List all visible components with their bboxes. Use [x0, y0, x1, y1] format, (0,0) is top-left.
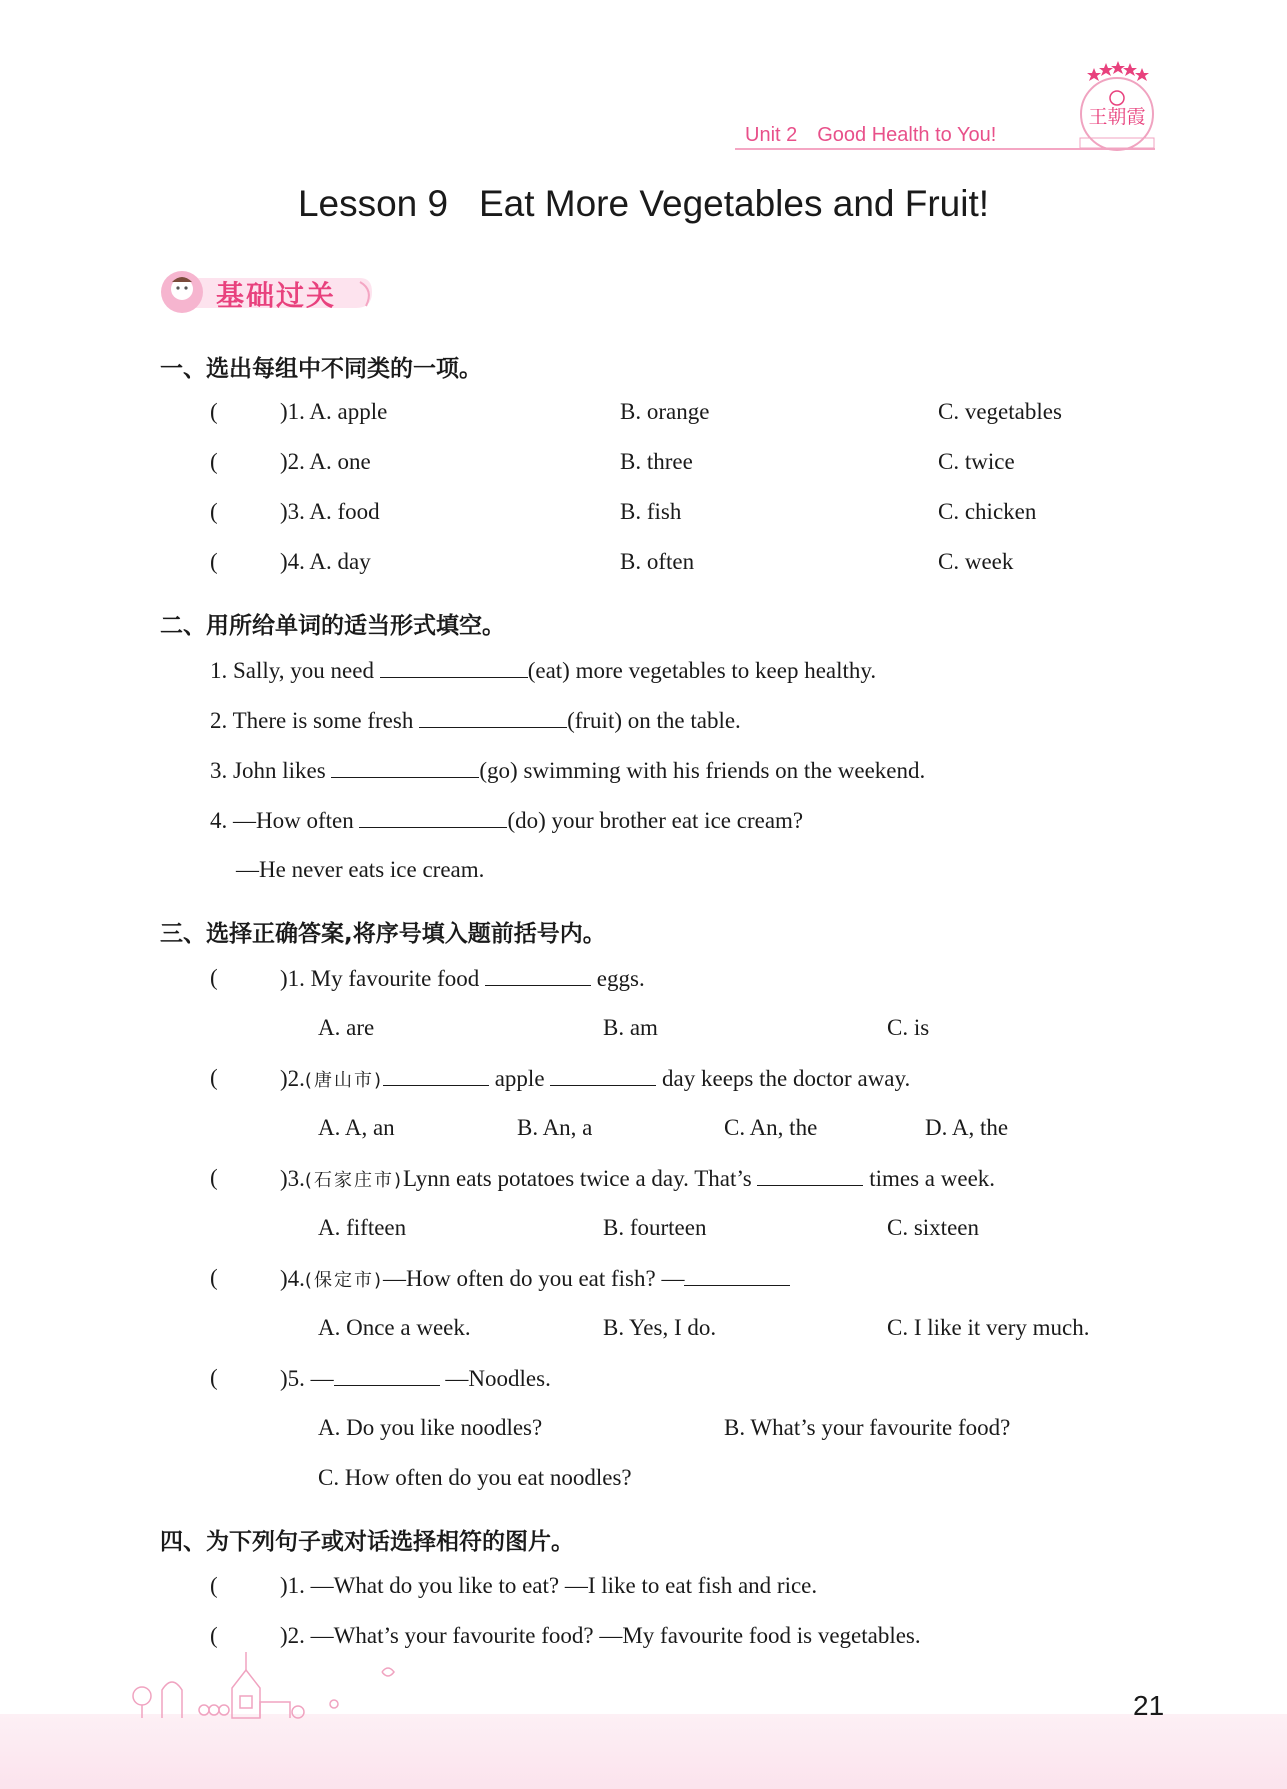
castle-doodle-icon	[120, 1648, 480, 1722]
section4-title: 四、为下列句子或对话选择相符的图片。	[160, 1529, 574, 1555]
s3-q4-num: )4.	[280, 1266, 305, 1291]
s3-q2	[280, 1065, 910, 1092]
s2-q2	[210, 707, 741, 734]
answer-paren: (	[210, 1623, 218, 1648]
answer-paren: (	[210, 1165, 218, 1190]
s3-q1-option-c: C. is	[887, 1015, 930, 1040]
s3-q4	[280, 1265, 790, 1292]
answer-paren: (	[210, 1365, 218, 1390]
s2-q1	[210, 657, 876, 684]
s3-q5-pre: )5. —	[280, 1366, 334, 1391]
s2-q2-pre: 2. There is some fresh	[210, 708, 420, 733]
s3-q5-option-b: B. What’s your favourite food?	[724, 1415, 1011, 1440]
section3-title: 三、选择正确答案,将序号填入题前括号内。	[160, 921, 606, 947]
s2-q1-post: (eat) more vegetables to keep healthy.	[527, 658, 877, 683]
s3-q2-mid: apple	[488, 1066, 551, 1091]
answer-paren: (	[210, 1573, 218, 1598]
footer-band	[0, 1714, 1287, 1789]
publisher-logo	[1072, 58, 1162, 154]
answer-paren: (	[210, 965, 218, 990]
s1-q1-b: B. orange	[620, 399, 710, 424]
section2-title: 二、用所给单词的适当形式填空。	[160, 613, 505, 639]
s3-q3	[280, 1165, 995, 1192]
s1-q3-c: C. chicken	[938, 499, 1037, 524]
s3-q3-source: (石家庄市)	[304, 1170, 403, 1191]
s3-q4-source: (保定市)	[304, 1270, 383, 1291]
banner-title: 基础过关	[216, 279, 337, 312]
fill-blank[interactable]	[757, 1165, 863, 1186]
s2-q2-post: (fruit) on the table.	[567, 708, 741, 733]
s2-q4-post: (do) your brother eat ice cream?	[507, 808, 804, 833]
s4-q2: )2. —What’s your favourite food? —My favourite food is vegetables.	[280, 1623, 921, 1648]
s3-q1-option-a: A. are	[318, 1015, 375, 1040]
s1-q1-a: )1. A. apple	[280, 399, 388, 424]
s3-q4-option-c: C. I like it very much.	[887, 1315, 1090, 1340]
s3-q1-pre: )1. My favourite food	[280, 966, 486, 991]
s3-q1-option-b: B. am	[603, 1015, 658, 1040]
unit-label: Unit 2	[745, 124, 798, 146]
svg-text:王朝霞: 王朝霞	[1088, 106, 1146, 128]
s3-q4-option-a: A. Once a week.	[318, 1315, 471, 1340]
s3-q5-option-a: A. Do you like noodles?	[318, 1415, 543, 1440]
s1-q4-b: B. often	[620, 549, 695, 574]
fill-blank[interactable]	[485, 965, 591, 986]
s3-q5-option-c: C. How often do you eat noodles?	[318, 1465, 632, 1490]
s3-q1-post: eggs.	[591, 966, 645, 991]
page-number: 21	[1133, 1690, 1165, 1721]
answer-paren: (	[210, 399, 218, 424]
section1-title: 一、选出每组中不同类的一项。	[160, 356, 482, 382]
s1-q1-c: C. vegetables	[938, 399, 1062, 424]
answer-paren: (	[210, 449, 218, 474]
s1-q4-a: )4. A. day	[280, 549, 371, 574]
fill-blank[interactable]	[334, 1365, 440, 1386]
s3-q2-option-d: D. A, the	[925, 1115, 1009, 1140]
s3-q3-option-c: C. sixteen	[887, 1215, 979, 1240]
answer-paren: (	[210, 499, 218, 524]
fill-blank[interactable]	[359, 807, 507, 828]
fill-blank[interactable]	[380, 657, 528, 678]
s3-q3-num: )3.	[280, 1166, 305, 1191]
unit-title: Good Health to You!	[817, 124, 997, 146]
s3-q4-option-b: B. Yes, I do.	[603, 1315, 717, 1340]
s2-q3-pre: 3. John likes	[210, 758, 332, 783]
s3-q2-option-b: B. An, a	[517, 1115, 593, 1140]
answer-paren: (	[210, 1065, 218, 1090]
s3-q5	[280, 1365, 551, 1392]
s3-q2-num: )2.	[280, 1066, 305, 1091]
fill-blank[interactable]	[684, 1265, 790, 1286]
s3-q2-source: (唐山市)	[304, 1070, 383, 1091]
s2-q3	[210, 757, 925, 784]
s3-q2-option-a: A. A, an	[318, 1115, 395, 1140]
s2-q1-pre: 1. Sally, you need	[210, 658, 380, 683]
fill-blank[interactable]	[383, 1065, 489, 1086]
s3-q3-option-b: B. fourteen	[603, 1215, 707, 1240]
s1-q4-c: C. week	[938, 549, 1014, 574]
fill-blank[interactable]	[419, 707, 567, 728]
lesson-title: Lesson 9 Eat More Vegetables and Fruit!	[297, 183, 990, 224]
s2-q3-post: (go) swimming with his friends on the weekend.	[479, 758, 926, 783]
fill-blank[interactable]	[331, 757, 479, 778]
s1-q3-a: )3. A. food	[280, 499, 380, 524]
s1-q2-b: B. three	[620, 449, 693, 474]
s3-q3-pre: Lynn eats potatoes twice a day. That’s	[402, 1166, 758, 1191]
s2-q4	[210, 807, 803, 834]
s3-q5-post: —Noodles.	[439, 1366, 551, 1391]
s1-q3-b: B. fish	[620, 499, 682, 524]
unit-header	[745, 124, 996, 147]
fill-blank[interactable]	[550, 1065, 656, 1086]
s1-q2-c: C. twice	[938, 449, 1015, 474]
s3-q3-option-a: A. fifteen	[318, 1215, 407, 1240]
s2-q4-pre: 4. —How often	[210, 808, 360, 833]
s3-q1	[280, 965, 645, 992]
s3-q3-post: times a week.	[863, 1166, 996, 1191]
s3-q2-post: day keeps the doctor away.	[656, 1066, 911, 1091]
s3-q2-option-c: C. An, the	[724, 1115, 818, 1140]
s3-q4-pre: —How often do you eat fish? —	[382, 1266, 685, 1291]
s1-q2-a: )2. A. one	[280, 449, 371, 474]
s2-q4-answer: —He never eats ice cream.	[236, 857, 485, 882]
s4-q1: )1. —What do you like to eat? —I like to eat fish and rice.	[280, 1573, 818, 1598]
answer-paren: (	[210, 549, 218, 574]
answer-paren: (	[210, 1265, 218, 1290]
